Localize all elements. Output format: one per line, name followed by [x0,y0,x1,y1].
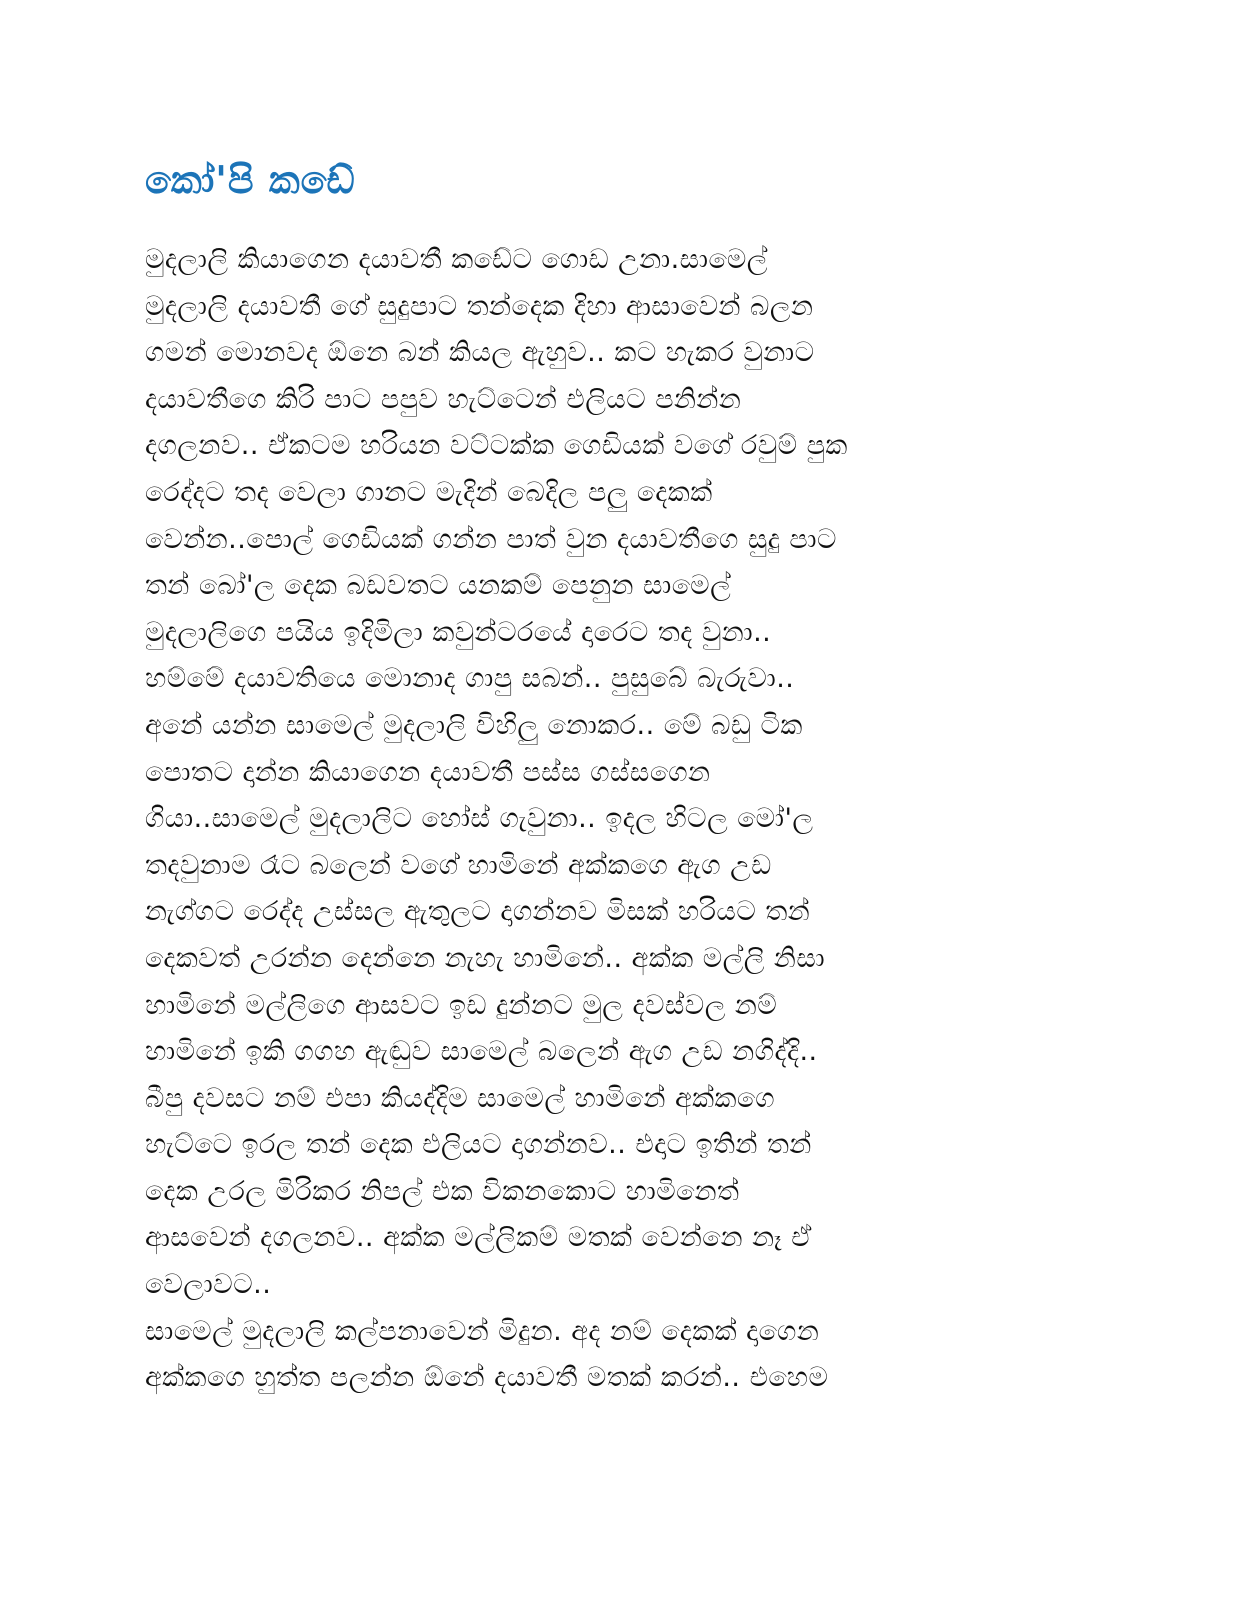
text-line: ආසවෙන් දගලනව.. අක්ක මල්ලිකම් මතක් වෙන්නෙ නෑ ඒ [145,1222,812,1254]
text-line: මුදලාලි කියාගෙන දයාවතී කඩේට ගොඩ උනා.සාමෙල් [145,244,768,275]
text-line: වෙලාවට.. [145,1269,272,1301]
text-line: ගමන් මොනවද ඕනෙ බන් කියල ඇහුව.. කට හැකර වුනාට [145,337,815,369]
text-line: හාමිනේ ඉකි ගගහ ඇඬුව සාමෙල් බලෙන් ඇග උඩ නගිද්දි.. [145,1036,818,1068]
page-title: කෝ'පි කඩේ [145,158,356,202]
text-line: දෙකවත් උරන්න දෙන්නෙ නැහැ හාමිනේ.. අක්ක මල්ලි නිසා [145,942,826,974]
text-line: හාමිනේ මල්ලිගෙ ආසවට ඉඩ දුන්නට මුල දවස්වල නම් [145,989,778,1021]
text-line: හැට්ටෙ ඉරල තන් දෙක එලියට දාගන්නව.. එදාට ඉතින් තන් [145,1129,812,1161]
text-line: මුදලාලිගෙ පයිය ඉදිමිලා කවුන්ටරයේ දාරෙට තද වුනා.. [145,616,772,648]
text-line: දෙක උරල මිරිකර නිපල් එක විකනකොට හාමිනෙත් [145,1175,740,1207]
text-line: දයාවතීගෙ කිරි පාට පපුව හැට්ටෙන් එලියට පනින්න [145,383,742,415]
text-line: මුදලාලි දයාවතී ගේ සුදුපාට තන්දෙක දිහා ආසාවෙන් බලන [145,290,814,322]
text-line: දගලනව.. ඒකටම හරියන වට්ටක්ක ගෙඩියක් වගේ රවුම් පුක [145,430,848,462]
story-body [145,237,1105,1402]
text-line: සාමෙල් මුදලාලි කල්පනාවෙන් මිදුන. අද නම් දෙකක් දාගෙන [145,1315,820,1347]
text-line: බීපු දවසට නම් එපා කියද්දිම සාමෙල් හාමිනේ අක්කගෙ [145,1082,776,1114]
text-line: අනේ යන්න සාමෙල් මුදලාලි විහිලු නොකර.. මේ බඩු ටික [145,709,803,741]
text-line: නැග්ගට රෙද්ද උස්සල ඇතුලට දාගන්නව මිසක් හරියට තන් [145,896,811,928]
text-line: පොතට දාන්න කියාගෙන දයාවතී පස්ස ගස්සගෙන [145,756,711,788]
text-line: අක්කගෙ හුත්ත පලන්න ඕනේ දයාවතී මතක් කරන්.. එහෙම [145,1362,829,1394]
text-line: තදවුනාම රෑට බලෙන් වගේ හාමිනේ අක්කගෙ ඇග උඩ [145,849,772,881]
text-line: තන් බෝ'ල දෙක බඩවතට යනකම් පෙනුන සාමෙල් [145,570,732,602]
text-line: ගියා..සාමෙල් මුදලාලිට හෝස් ගැවුනා.. ඉදල හිටල මෝ'ල [145,803,814,835]
text-line: හම්මේ දයාවතියෙ මොනාද ගාපු සබන්.. පුසුබේ බැරුවා.. [145,663,795,695]
text-line: රෙද්දට තද වෙලා ගානට මැදින් බෙදිල පලු දෙකක් [145,476,713,508]
text-line: වෙන්න..පොල් ගෙඩියක් ගන්න පාත් වුන දයාවතීගෙ සුදු පාට [145,523,837,555]
